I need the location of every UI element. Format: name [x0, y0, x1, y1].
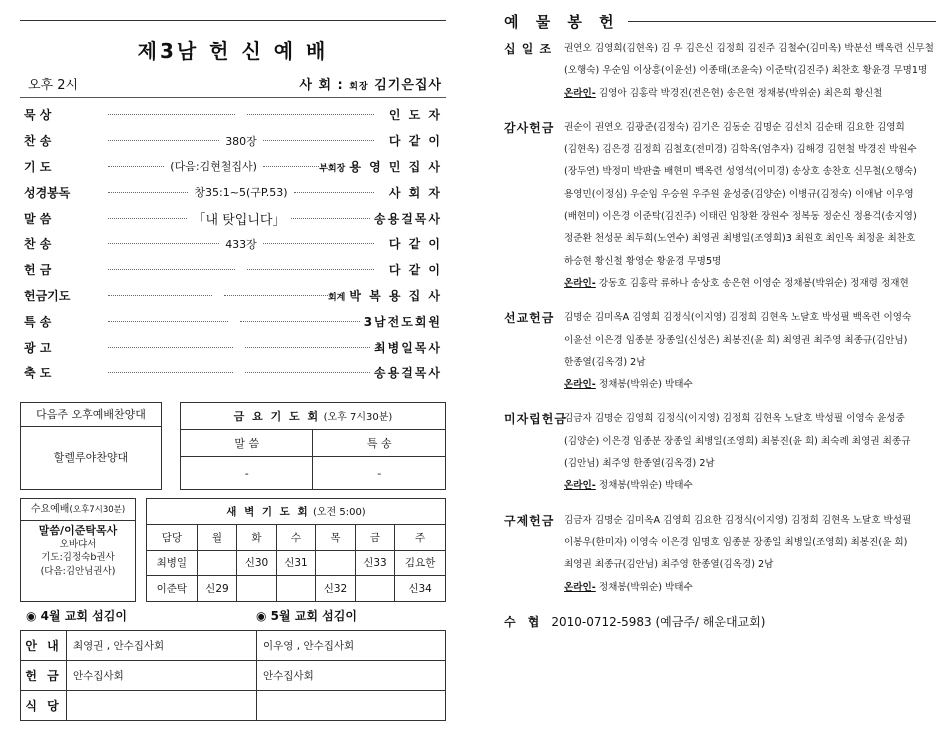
wednesday-next-prayer: (다음:김안님권사) [40, 565, 116, 577]
presider-name: 김기은집사 [374, 78, 442, 93]
order-who: 송용걸목사 [374, 211, 442, 226]
dawn-cell [237, 576, 277, 602]
next-choir-header: 다음주 오후예배찬양대 [21, 403, 161, 427]
offering-names: 권연오 김영희(김현옥) 김 우 김은신 김정희 김진주 김철수(김미옥) 박분선 백옥련 신무철(오행숙) 우순임 이상흥(이윤선) 이종태(조윤숙) 이준탁(김진주) 최찬호 황윤경 무명1명 [564, 43, 934, 77]
offering-names-block [564, 408, 936, 497]
april-service-title: ◉ 4월 교회 섬김이 [26, 609, 127, 623]
friday-prayer-header [181, 403, 446, 430]
service-may: 이우영 , 안수집사회 [257, 631, 446, 661]
order-who: 인 도 자 [388, 108, 442, 123]
offering-online-names: 정채봉(박위순) 박태수 [598, 581, 693, 593]
dawn-time: (오전 5:00) [312, 507, 366, 519]
order-who: 용 영 민 집 사 [349, 159, 442, 174]
offering-group [504, 408, 936, 497]
may-service-title: ◉ 5월 교회 섬김이 [256, 609, 357, 623]
dawn-col-header: 수 [276, 524, 316, 550]
dawn-cell: 신34 [395, 576, 446, 602]
service-may [257, 691, 446, 721]
wednesday-title: 수요예배 [30, 504, 70, 515]
offering-names-block [564, 117, 936, 295]
offering-online-names: 정채봉(박위순) 박태수 [598, 480, 693, 492]
friday-col-special: 특 송 [313, 430, 446, 457]
dawn-cell: 김요한 [395, 550, 446, 576]
page-title: 제3남 헌 신 예 배 [137, 39, 329, 63]
dawn-cell: 신31 [276, 550, 316, 576]
order-who: 3남전도회원 [363, 314, 442, 329]
offering-key: 미자립헌금 [504, 412, 567, 427]
friday-col-sermon: 말 씀 [181, 430, 313, 457]
offering-group [504, 38, 936, 105]
offering-online-label: 온라인- [564, 480, 596, 492]
order-content: 「내 탓입니다」 [187, 209, 292, 228]
order-who: 최병일목사 [374, 340, 442, 355]
order-who: 사 회 자 [388, 185, 442, 200]
offering-key: 십 일 조 [504, 42, 553, 56]
order-label: 찬 송 [24, 134, 52, 149]
presider-label: 사 회 : [299, 78, 344, 93]
dawn-cell: 신33 [355, 550, 395, 576]
next-choir-value: 할렐루야찬양대 [53, 451, 129, 464]
order-label: 기 도 [24, 159, 52, 174]
order-label: 성경봉독 [24, 185, 71, 200]
account-info [504, 613, 936, 630]
wednesday-scripture: 오바댜서 [59, 538, 97, 550]
service-april: 안수집사회 [67, 661, 257, 691]
order-label: 광 고 [24, 340, 52, 355]
presider-role: 회장 [349, 82, 369, 92]
service-time: 오후 2시 [28, 78, 79, 93]
offerings-column [504, 10, 936, 630]
service-april: 최영권 , 안수집사회 [67, 631, 257, 661]
dawn-prayer-header [147, 499, 446, 525]
wednesday-preacher: 말씀/이준탁목사 [38, 524, 118, 537]
dawn-cell [355, 576, 395, 602]
order-content: (다음:김현철집사) [164, 158, 263, 174]
dawn-col-header: 월 [197, 524, 237, 550]
offering-group [504, 117, 936, 295]
dawn-cell [197, 550, 237, 576]
order-content: 380장 [219, 133, 263, 149]
dawn-prayer-table [146, 498, 446, 602]
order-who: 다 같 이 [388, 263, 442, 278]
dawn-col-header: 화 [237, 524, 277, 550]
order-label: 헌금기도 [24, 288, 71, 303]
order-label: 말 씀 [24, 211, 52, 226]
may-title-text: 5월 교회 섬김이 [270, 609, 357, 623]
account-label: 수 협 [504, 614, 544, 629]
order-who: 다 같 이 [388, 237, 442, 252]
offerings-rule [628, 21, 936, 22]
dawn-cell: 신30 [237, 550, 277, 576]
april-title-text: 4월 교회 섬김이 [40, 609, 127, 623]
service-key: 헌 금 [21, 661, 67, 691]
dawn-cell [276, 576, 316, 602]
offering-names-block [564, 307, 936, 396]
wednesday-time: (오후7시30분) [69, 505, 126, 515]
wednesday-header [21, 499, 135, 521]
order-who: 박 복 용 집 사 [349, 288, 442, 303]
service-key: 식 당 [21, 691, 67, 721]
dawn-cell: 최병일 [147, 550, 198, 576]
friday-val-special: - [313, 457, 446, 490]
next-choir-box [20, 402, 162, 490]
offering-online-names: 김영아 김홍락 박경진(전은현) 송은현 정채봉(박위순) 최은희 황신철 [598, 87, 883, 99]
offering-names-block [564, 38, 936, 105]
account-value: 2010-0712-5983 (예금주/ 해운대교회) [551, 614, 766, 629]
offering-online-names: 정채봉(박위순) 박태수 [598, 379, 693, 391]
offering-key: 선교헌금 [504, 311, 555, 326]
order-who: 송용걸목사 [374, 366, 442, 381]
order-who: 다 같 이 [388, 134, 442, 149]
offering-names: 김금자 김명순 김영희 김정식(이지영) 김정희 김현옥 노달호 박성필 이영숙 윤성중(김양순) 이은경 임종분 장종일 최병일(조영희) 최봉진(윤 희) 최숙례 최영권 최종규(김안님) 최주영 한종열(김옥경) 2남 [564, 413, 911, 470]
order-label: 묵 상 [24, 108, 52, 123]
offering-names: 김명순 김미옥A 김영희 김정식(이지영) 김정희 김현옥 노달호 박성필 백옥련 이영숙 이윤선 이은경 임종분 장종일(신성은) 최봉진(윤 희) 최영권 최주영 최종규(김안님) 한종열(김옥경) 2남 [564, 312, 912, 368]
offering-key: 감사헌금 [504, 120, 555, 135]
order-content: 433장 [219, 236, 263, 252]
offerings-list [504, 38, 936, 599]
dawn-cell [316, 550, 356, 576]
offering-online-names: 강동호 김홍락 류하나 송상호 송은현 이영순 정채봉(박위순) 정재령 정재현 [598, 277, 909, 289]
service-april [67, 691, 257, 721]
offering-online-label: 온라인- [564, 581, 596, 593]
order-label: 축 도 [24, 366, 52, 381]
order-label: 찬 송 [24, 237, 52, 252]
friday-val-sermon: - [181, 457, 313, 490]
wednesday-prayer: 기도:김정숙b권사 [41, 552, 115, 563]
service-key: 안 내 [21, 631, 67, 661]
left-boxes [20, 10, 446, 750]
offering-group [504, 510, 936, 599]
order-role: 회계 [327, 292, 346, 303]
service-table [20, 630, 446, 721]
dawn-cell: 신32 [316, 576, 356, 602]
offering-group [504, 307, 936, 396]
offering-names: 김금자 김명순 김미옥A 김영희 김요한 김정식(이지영) 김정희 김현옥 노달호 박성필 이봉우(한미자) 이영숙 이은경 임명호 임종분 장종일 최병일(조영희) 최봉진(윤 희) 최영권 최종규(김안님) 최주영 한종열(김옥경) 2남 [564, 514, 912, 571]
dawn-cell: 이준탁 [147, 576, 198, 602]
friday-prayer-table [180, 402, 446, 490]
offerings-title: 예 물 봉 헌 [504, 12, 620, 31]
wednesday-service-box [20, 498, 136, 602]
dawn-col-header: 금 [355, 524, 395, 550]
dawn-title: 새 벽 기 도 회 [226, 506, 310, 519]
order-label: 특 송 [24, 314, 52, 329]
service-may: 안수집사회 [257, 661, 446, 691]
offering-key: 구제헌금 [504, 513, 555, 528]
order-label: 헌 금 [24, 263, 52, 278]
friday-prayer-time: (오후 7시30분) [323, 412, 393, 423]
offering-online-label: 온라인- [564, 87, 596, 99]
friday-prayer-title: 금 요 기 도 회 [233, 410, 321, 423]
dawn-col-header: 주 [395, 524, 446, 550]
order-role: 부회장 [319, 163, 346, 174]
order-content: 창35:1~5(구P.53) [188, 184, 293, 200]
dawn-cell: 신29 [197, 576, 237, 602]
offerings-header [504, 10, 936, 32]
offering-online-label: 온라인- [564, 379, 596, 391]
offering-online-label: 온라인- [564, 277, 596, 289]
dawn-col-header: 담당 [147, 524, 198, 550]
offering-names: 권순이 권연오 김광준(김정숙) 김기은 김동순 김명순 김선치 김순태 김요한 김영희(김현옥) 김은경 김정희 김철호(전미경) 김학옥(엄추자) 김해경 김현철 박경진 박원수(장두연) 박정미 박판출 배현미 백옥련 성영석(이미경) 송상호 송찬호 신무철(오행숙) 용영민(이정심) 우순임 우승원 우주원 윤성중(김양순) 이병규(김정숙) 이애남 이우영(배현미) 이은경 이준탁(김진주) 이태린 임창환 장원수 정복동 정순신 정용걱(송지영) 정준환 천성문 최두희(노연수) 최영권 최병일(조영희)3 최원호 최인옥 최정윤 최찬호 하승현 황신철 황영순 황윤경 무명5명 [564, 121, 917, 267]
offering-names-block [564, 510, 936, 599]
dawn-col-header: 목 [316, 524, 356, 550]
